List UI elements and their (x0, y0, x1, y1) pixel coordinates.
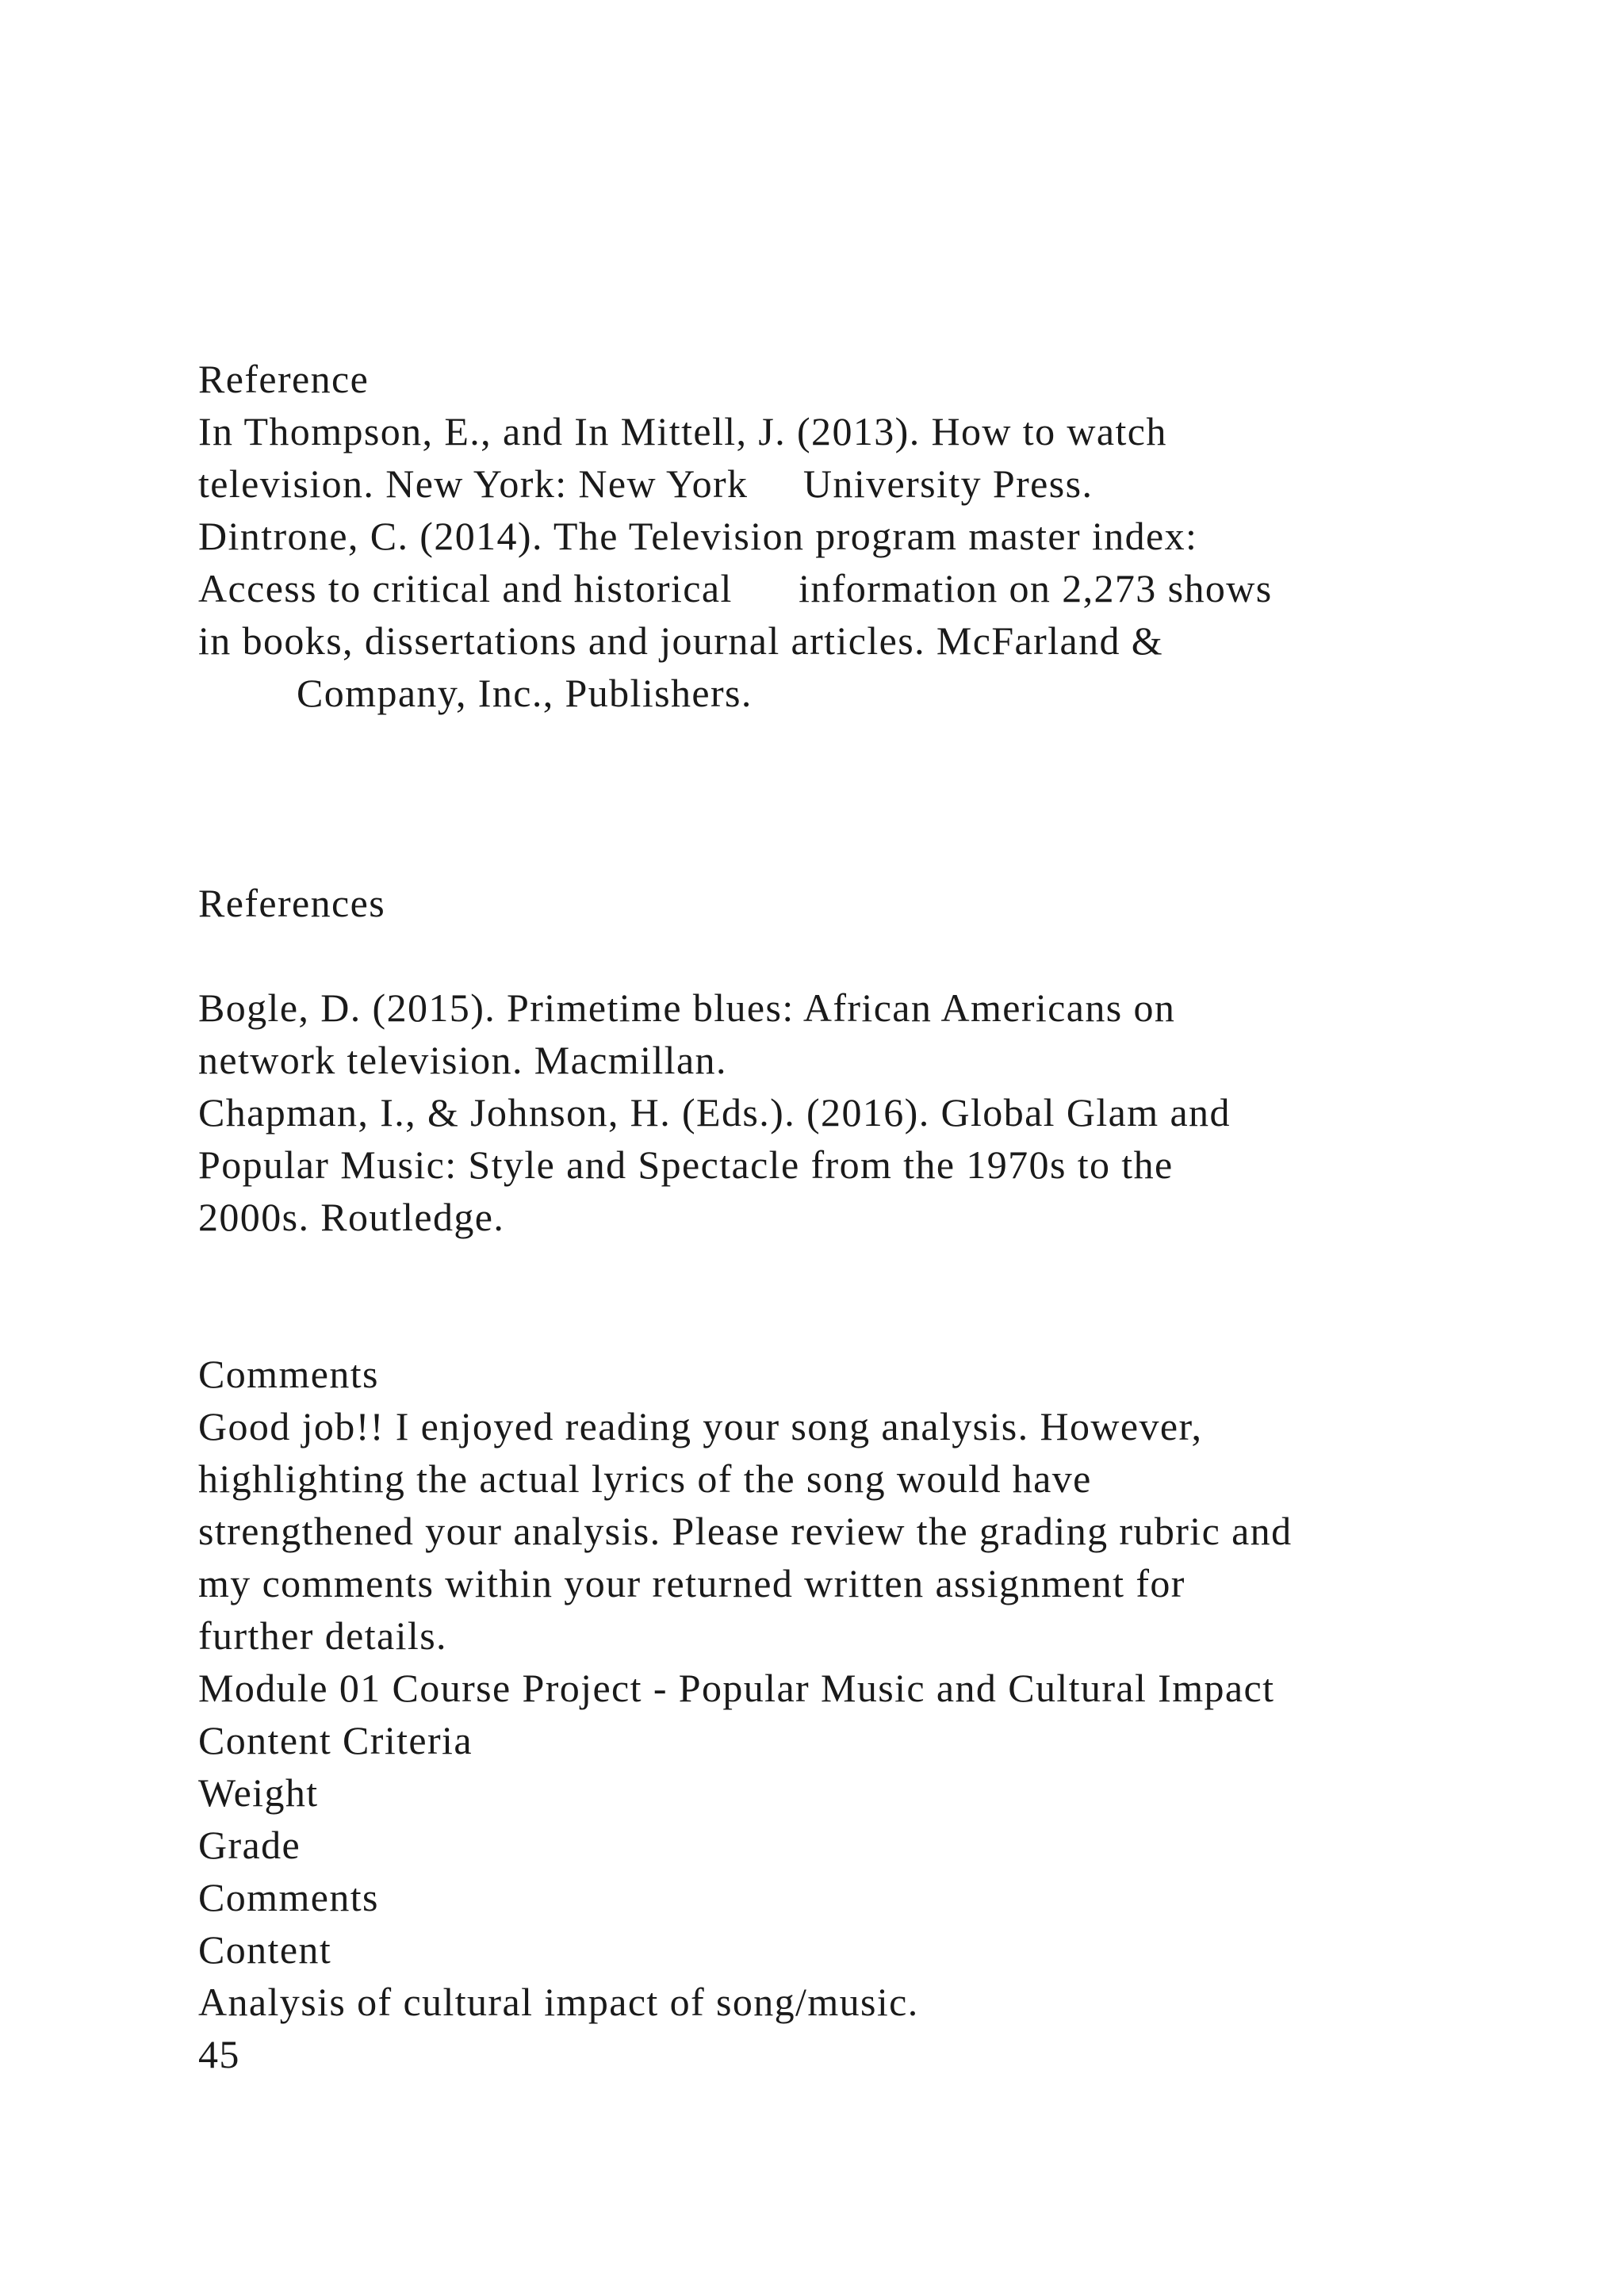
reference-line: In Thompson, E., and In Mittell, J. (2013). How to watch (198, 409, 1167, 453)
reference-line: Bogle, D. (2015). Primetime blues: African Americans on (198, 985, 1176, 1030)
rubric-header-grade: Grade (198, 1823, 301, 1867)
rubric-title: Module 01 Course Project - Popular Music and Cultural Impact (198, 1666, 1275, 1710)
reference-line: Chapman, I., & Johnson, H. (Eds.). (2016). Global Glam and (198, 1090, 1231, 1135)
comment-line: strengthened your analysis. Please review the grading rubric and (198, 1509, 1293, 1553)
reference-line: Popular Music: Style and Spectacle from the 1970s to the (198, 1142, 1174, 1187)
reference-line: Dintrone, C. (2014). The Television program master index: (198, 514, 1198, 558)
reference-line: Access to critical and historical information on 2,273 shows (198, 566, 1273, 610)
references-heading: References (198, 881, 386, 925)
rubric-criterion: Analysis of cultural impact of song/music. (198, 1980, 919, 2024)
rubric-header-criteria: Content Criteria (198, 1718, 473, 1762)
reference-line: in books, dissertations and journal articles. McFarland & (198, 618, 1164, 663)
comment-line: highlighting the actual lyrics of the song would have (198, 1456, 1092, 1501)
comments-heading: Comments (198, 1352, 379, 1396)
reference-heading: Reference (198, 357, 370, 401)
comment-line: further details. (198, 1613, 447, 1658)
comment-line: my comments within your returned written assignment for (198, 1561, 1185, 1605)
reference-line: Company, Inc., Publishers. (297, 671, 753, 715)
rubric-header-weight: Weight (198, 1770, 319, 1815)
reference-line: network television. Macmillan. (198, 1038, 727, 1082)
rubric-header-comments: Comments (198, 1875, 379, 1919)
reference-line: television. New York: New York University Press. (198, 461, 1094, 506)
rubric-category: Content (198, 1927, 332, 1972)
reference-line: 2000s. Routledge. (198, 1195, 505, 1239)
rubric-weight-value: 45 (198, 2032, 240, 2076)
comment-line: Good job!! I enjoyed reading your song analysis. However, (198, 1404, 1203, 1448)
